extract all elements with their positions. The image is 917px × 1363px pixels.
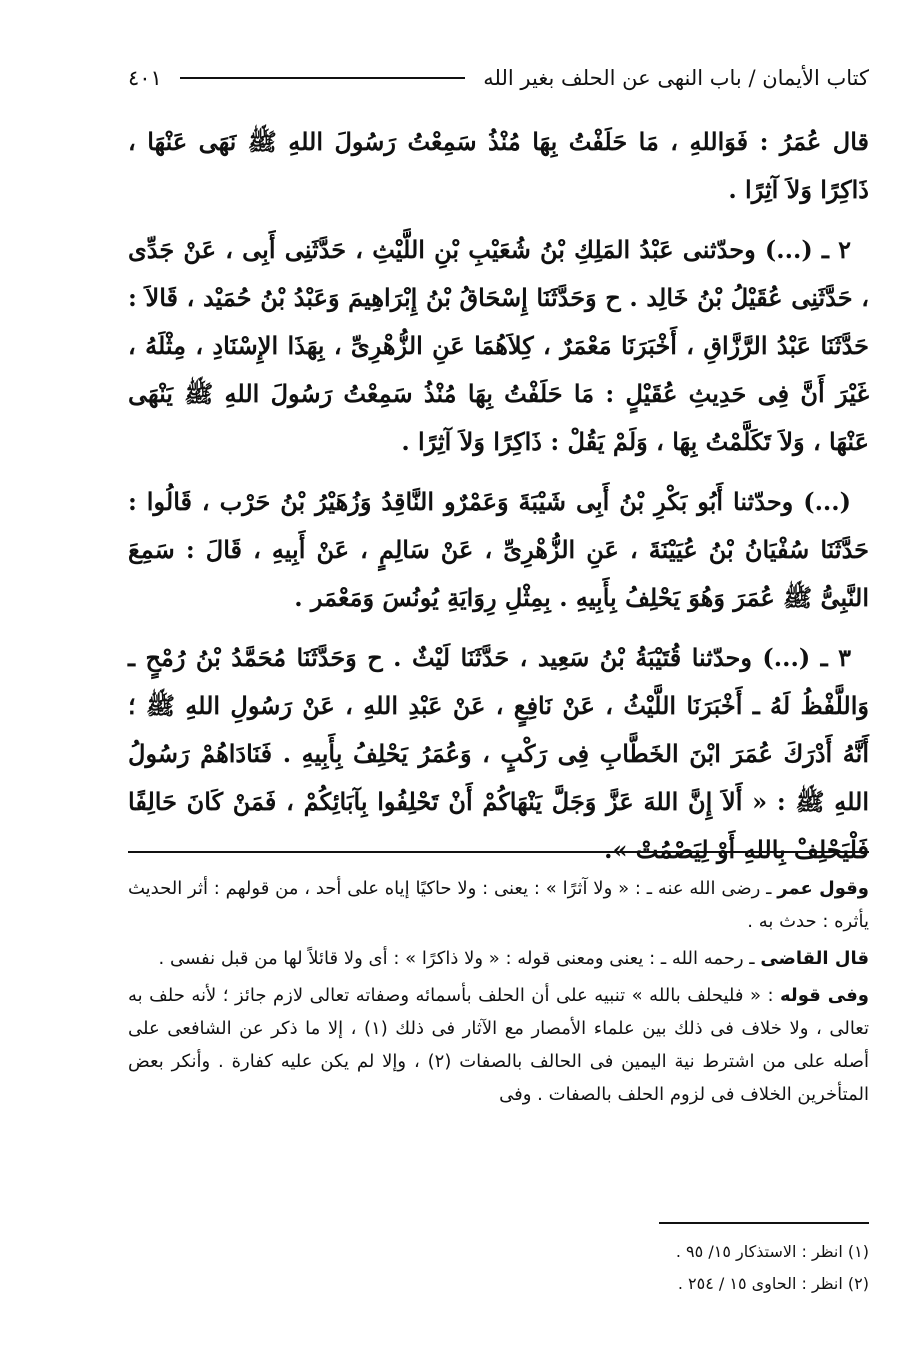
commentary-paragraph-1 <box>128 872 869 938</box>
header-rule <box>180 77 465 79</box>
hadith-paragraph-2: ٢ ـ (...) وحدّثنى عَبْدُ المَلِكِ بْنُ شُعَيْبِ بْنِ اللَّيْثِ ، حَدَّثَنِى أَبِى ، عَنْ جَدِّى ، حَدَّثَنِى عُقَيْلُ بْنُ خَالِد . ح وَحَدَّثَنَا إِسْحَاقُ بْنُ إِبْرَاهِيمَ وَعَبْدُ بْنُ حُمَيْد ، قَالاَ : حَدَّثَنَا عَبْدُ الرَّزَّاقِ ، أَخْبَرَنَا مَعْمَرٌ ، كِلاَهُمَا عَنِ الزُّهْرِىِّ ، بِهَذَا الإِسْنَادِ ، مِثْلَهُ ، غَيْرَ أَنَّ فِى حَدِيثِ عُقَيْلٍ : مَا حَلَفْتُ بِهَا مُنْذُ سَمِعْتُ رَسُولَ اللهِ ﷺ يَنْهَى عَنْهَا ، وَلاَ تَكَلَّمْتُ بِهَا ، وَلَمْ يَقُلْ : ذَاكِرًا وَلاَ آثِرًا . <box>128 235 869 456</box>
footnote-1: (١) انظر : الاستذكار ١٥/ ٩٥ . <box>675 1242 869 1261</box>
commentary-text-1: ـ رضى الله عنه ـ : « ولا آثرًا » : يعنى : ولا حاكيًا إياه على أحد ، من قولهم : أثر الحديث يأثره : حدث به . <box>128 878 869 932</box>
running-title: كتاب الأيمان / باب النهى عن الحلف بغير الله <box>483 66 869 90</box>
commentary-lead-1: وقول عمر <box>777 878 869 899</box>
commentary-divider <box>128 851 869 853</box>
commentary-paragraph-2 <box>128 942 869 975</box>
footnote-divider <box>659 1222 869 1224</box>
commentary-text-2: ـ رحمه الله ـ : يعنى ومعنى قوله : « ولا ذاكرًا » : أى ولا قائلاً لها من قبل نفسى . <box>158 948 755 969</box>
hadith-text <box>128 118 869 886</box>
footnote-2: (٢) انظر : الحاوى ١٥ / ٢٥٤ . <box>677 1274 869 1293</box>
page-number: ٤٠١ <box>128 66 162 90</box>
commentary-lead-2: قال القاضى <box>760 948 869 969</box>
footnotes <box>128 1236 869 1300</box>
commentary-paragraph-3 <box>128 979 869 1111</box>
hadith-paragraph-3: (...) وحدّثنا أَبُو بَكْرِ بْنُ أَبِى شَيْبَةَ وَعَمْرٌو النَّاقِدُ وَزُهَيْرُ بْنُ حَرْب ، قَالُوا : حَدَّثَنَا سُفْيَانُ بْنُ عُيَيْنَةَ ، عَنِ الزُّهْرِىِّ ، عَنْ سَالِمٍ ، عَنْ أَبِيهِ ، قَالَ : سَمِعَ النَّبِىُّ ﷺ عُمَرَ وَهُوَ يَحْلِفُ بِأَبِيهِ . بِمِثْلِ رِوَايَةِ يُونُسَ وَمَعْمَر . <box>128 487 869 612</box>
page-header <box>128 58 869 98</box>
commentary-text-3: : « فليحلف بالله » تنبيه على أن الحلف بأسمائه وصفاته تعالى لازم جائز ؛ لأنه حلف به تعالى ، ولا خلاف فى ذلك بين علماء الأمصار مع الآثار فى ذلك (١) ، إلا ما ذكر عن الشافعى على أصله على من اشترط نية اليمين فى الحالف بالصفات (٢) ، وإلا لم يكن عليه كفارة . وأنكر بعض المتأخرين الخلاف فى لزوم الحلف بالصفات . وفى <box>128 985 869 1105</box>
commentary-lead-3: وفى قوله <box>780 985 869 1006</box>
commentary <box>128 872 869 1115</box>
hadith-paragraph-1: قال عُمَرُ : فَوَاللهِ ، مَا حَلَفْتُ بِهَا مُنْذُ سَمِعْتُ رَسُولَ اللهِ ﷺ نَهَى عَنْهَا ، ذَاكِرًا وَلاَ آثِرًا . <box>128 127 869 204</box>
hadith-paragraph-4: ٣ ـ (...) وحدّثنا قُتَيْبَةُ بْنُ سَعِيد ، حَدَّثَنَا لَيْثٌ . ح وَحَدَّثَنَا مُحَمَّدُ بْنُ رُمْحٍ ـ وَاللَّفْظُ لَهُ ـ أَخْبَرَنَا اللَّيْثُ ، عَنْ نَافِعٍ ، عَنْ عَبْدِ اللهِ ، عَنْ رَسُولِ اللهِ ﷺ ؛ أَنَّهُ أَدْرَكَ عُمَرَ ابْنَ الخَطَّابِ فِى رَكْبٍ ، وَعُمَرُ يَحْلِفُ بِأَبِيهِ . فَنَادَاهُمْ رَسُولُ اللهِ ﷺ : « أَلاَ إِنَّ اللهَ عَزَّ وَجَلَّ يَنْهَاكُمْ أَنْ تَحْلِفُوا بِآبَائِكُمْ ، فَمَنْ كَانَ حَالِفًا فَلْيَحْلِفْ بِاللهِ أَوْ لِيَصْمُتْ ». <box>128 643 869 864</box>
